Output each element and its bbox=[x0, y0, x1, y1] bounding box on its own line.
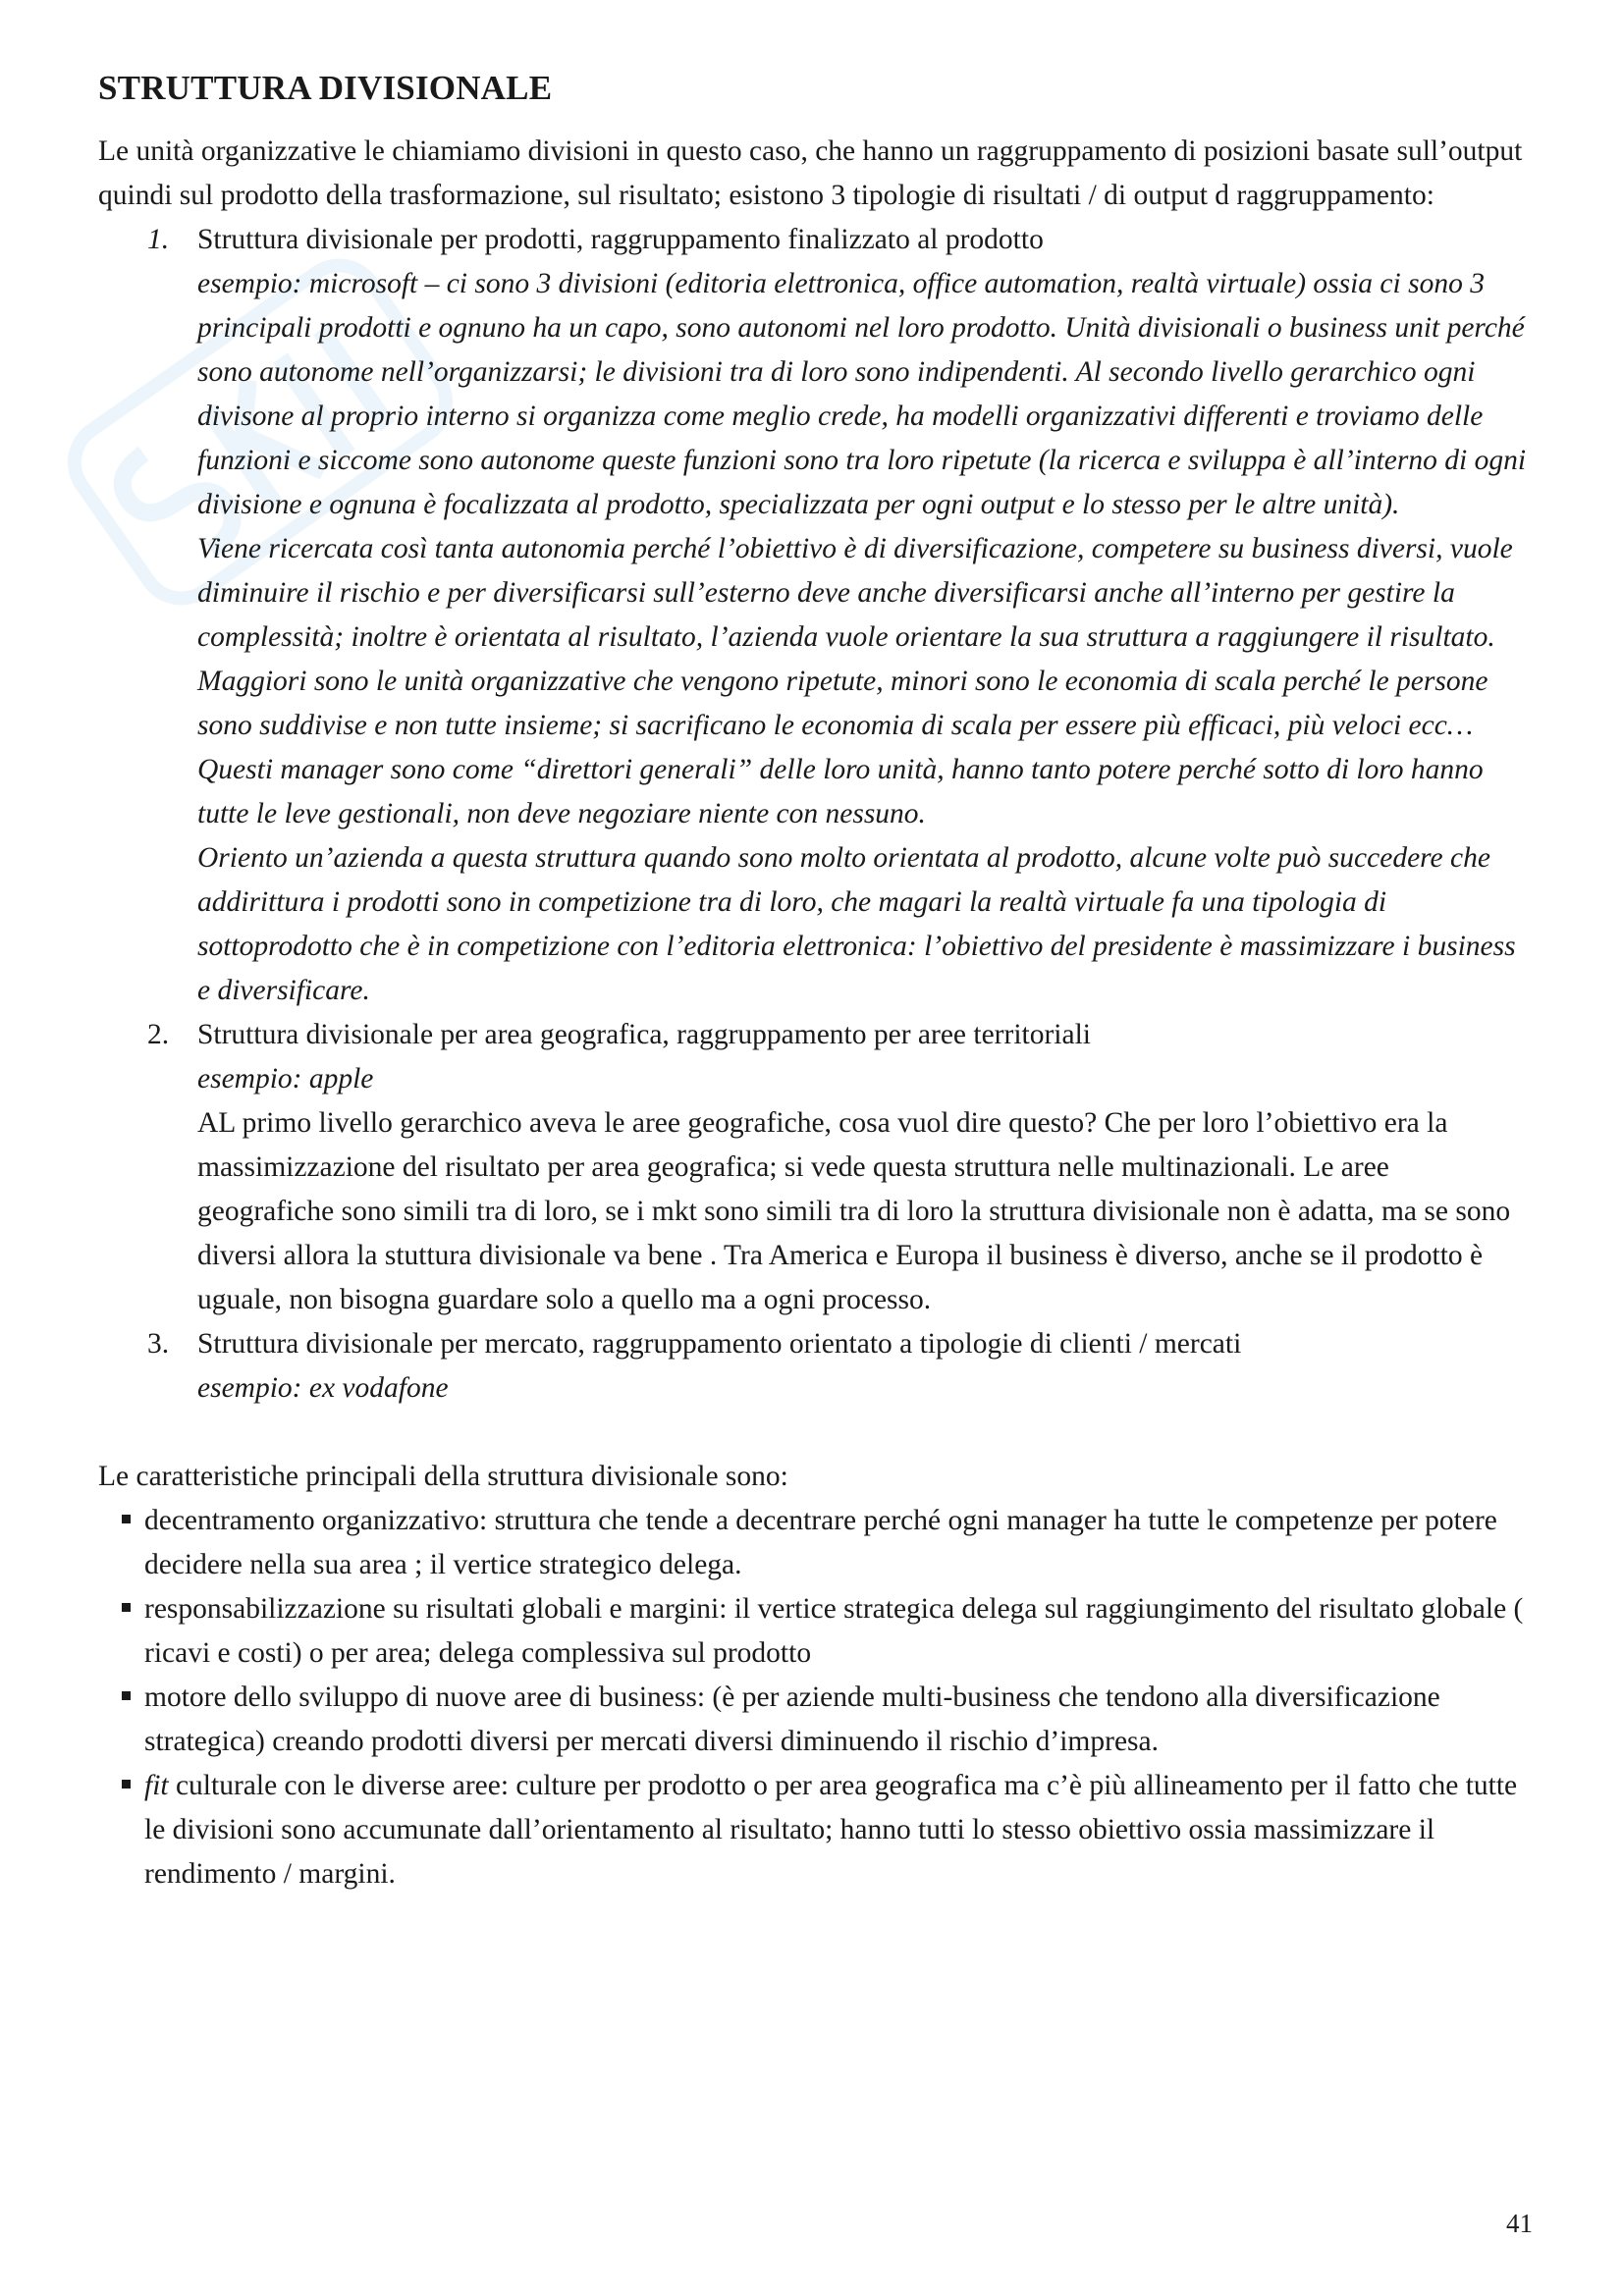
example-paragraph: Oriento un’azienda a questa struttura quando sono molto orientata al prodotto, alcune volte può succedere che addirittura i prodotti sono in competizione tra di loro, che magari la realtà virtuale fa una tipologia di sottoprodotto che è in competizione con l’editoria elettronica: l’obiettivo del presidente è massimizzare i business e diversificare. bbox=[197, 842, 1516, 1006]
list-marker: 3. bbox=[147, 1328, 170, 1360]
example-label: esempio: apple bbox=[197, 1063, 374, 1095]
bullet-text: responsabilizzazione su risultati globali e margini: il vertice strategica delega sul raggiungimento del risultato globale ( ricavi e costi) o per area; delega complessiva sul prodotto bbox=[144, 1593, 1524, 1669]
list-item-heading: Struttura divisionale per mercato, raggruppamento orientato a tipologie di clienti / mercati bbox=[197, 1328, 1242, 1360]
characteristics-list bbox=[98, 1499, 1532, 1896]
characteristics-intro: Le caratteristiche principali della struttura divisionale sono: bbox=[98, 1461, 788, 1492]
example-paragraph: Maggiori sono le unità organizzative che vengono ripetute, minori sono le economia di scala perché le persone sono suddivise e non tutte insieme; si sacrificano le economia di scala per essere più efficaci, più veloci ecc… Questi manager sono come “direttori generali” delle loro unità, hanno tanto potere perché sotto di loro hanno tutte le leve gestionali, non deve negoziare niente con nessuno. bbox=[197, 666, 1488, 829]
page-title: STRUTTURA DIVISIONALE bbox=[98, 69, 553, 107]
list-item-products bbox=[98, 218, 1532, 1013]
list-marker: 1. bbox=[147, 224, 170, 255]
page-number: 41 bbox=[1506, 2209, 1533, 2238]
intro-paragraph: Le unità organizzative le chiamiamo divisioni in questo caso, che hanno un raggruppamento di posizioni basate sull’output quindi sul prodotto della trasformazione, sul risultato; esistono 3 tipologie di risultati / di output d raggruppamento: bbox=[98, 135, 1523, 211]
square-bullet-icon bbox=[122, 1515, 131, 1523]
bullet-text: motore dello sviluppo di nuove aree di business: (è per aziende multi-business che tendono alla diversificazione strategica) creando prodotti diversi per mercati diversi diminuendo il rischio d’impresa. bbox=[144, 1682, 1440, 1757]
list-marker: 2. bbox=[147, 1019, 170, 1050]
example-paragraph: Viene ricercata così tanta autonomia perché l’obiettivo è di diversificazione, competere su business diversi, vuole diminuire il rischio e per diversificarsi sull’esterno deve anche diversificarsi anche all’interno per gestire la complessità; inoltre è orientata al risultato, l’azienda vuole orientare la sua struttura a raggiungere il risultato. bbox=[197, 533, 1513, 653]
numbered-list bbox=[98, 218, 1532, 1411]
list-item-geographic bbox=[98, 1013, 1532, 1322]
example-paragraph: esempio: microsoft – ci sono 3 divisioni (editoria elettronica, office automation, realtà virtuale) ossia ci sono 3 principali prodotti e ognuno ha un capo, sono autonomi nel loro prodotto. Unità divisionali o business unit perché sono autonome nell’organizzarsi; le divisioni tra di loro sono indipendenti. Al secondo livello gerarchico ogni divisone al proprio interno si organizza come meglio crede, ha modelli organizzativi differenti e troviamo delle funzioni e siccome sono autonome queste funzioni sono tra loro ripetute (la ricerca e sviluppa è all’interno di ogni divisione e ognuna è focalizzata al prodotto, specializzata per ogni output e lo stesso per le altre unità). bbox=[197, 268, 1527, 520]
bullet-text: culturale con le diverse aree: culture per prodotto o per area geografica ma c’è più allineamento per il fatto che tutte le divisioni sono accumunate dall’orientamento al risultato; hanno tutti lo stesso obiettivo ossia massimizzare il rendimento / margini. bbox=[144, 1770, 1518, 1890]
list-item-body: AL primo livello gerarchico aveva le aree geografiche, cosa vuol dire questo? Che per loro l’obiettivo era la massimizzazione del risultato per area geografica; si vede questa struttura nelle multinazionali. Le aree geografiche sono simili tra di loro, se i mkt sono simili tra di loro la struttura divisionale non è adatta, ma se sono diversi allora la stuttura divisionale va bene . Tra America e Europa il business è diverso, anche se il prodotto è uguale, non bisogna guardare solo a quello ma a ogni processo. bbox=[197, 1107, 1511, 1315]
bullet-item bbox=[98, 1499, 1532, 1587]
square-bullet-icon bbox=[122, 1691, 131, 1700]
bullet-item bbox=[98, 1676, 1532, 1764]
bullet-text: decentramento organizzativo: struttura che tende a decentrare perché ogni manager ha tutte le competenze per potere decidere nella sua area ; il vertice strategico delega. bbox=[144, 1505, 1497, 1580]
bullet-item bbox=[98, 1764, 1532, 1896]
document-page bbox=[98, 69, 1532, 1896]
bullet-lead-term: fit bbox=[144, 1770, 169, 1801]
list-item-heading: Struttura divisionale per area geografica, raggruppamento per aree territoriali bbox=[197, 1019, 1091, 1050]
square-bullet-icon bbox=[122, 1603, 131, 1612]
list-item-heading: Struttura divisionale per prodotti, raggruppamento finalizzato al prodotto bbox=[197, 224, 1044, 255]
square-bullet-icon bbox=[122, 1780, 131, 1789]
spacer bbox=[98, 1411, 1532, 1455]
list-item-market bbox=[98, 1322, 1532, 1411]
bullet-item bbox=[98, 1587, 1532, 1676]
example-label: esempio: ex vodafone bbox=[197, 1372, 449, 1404]
